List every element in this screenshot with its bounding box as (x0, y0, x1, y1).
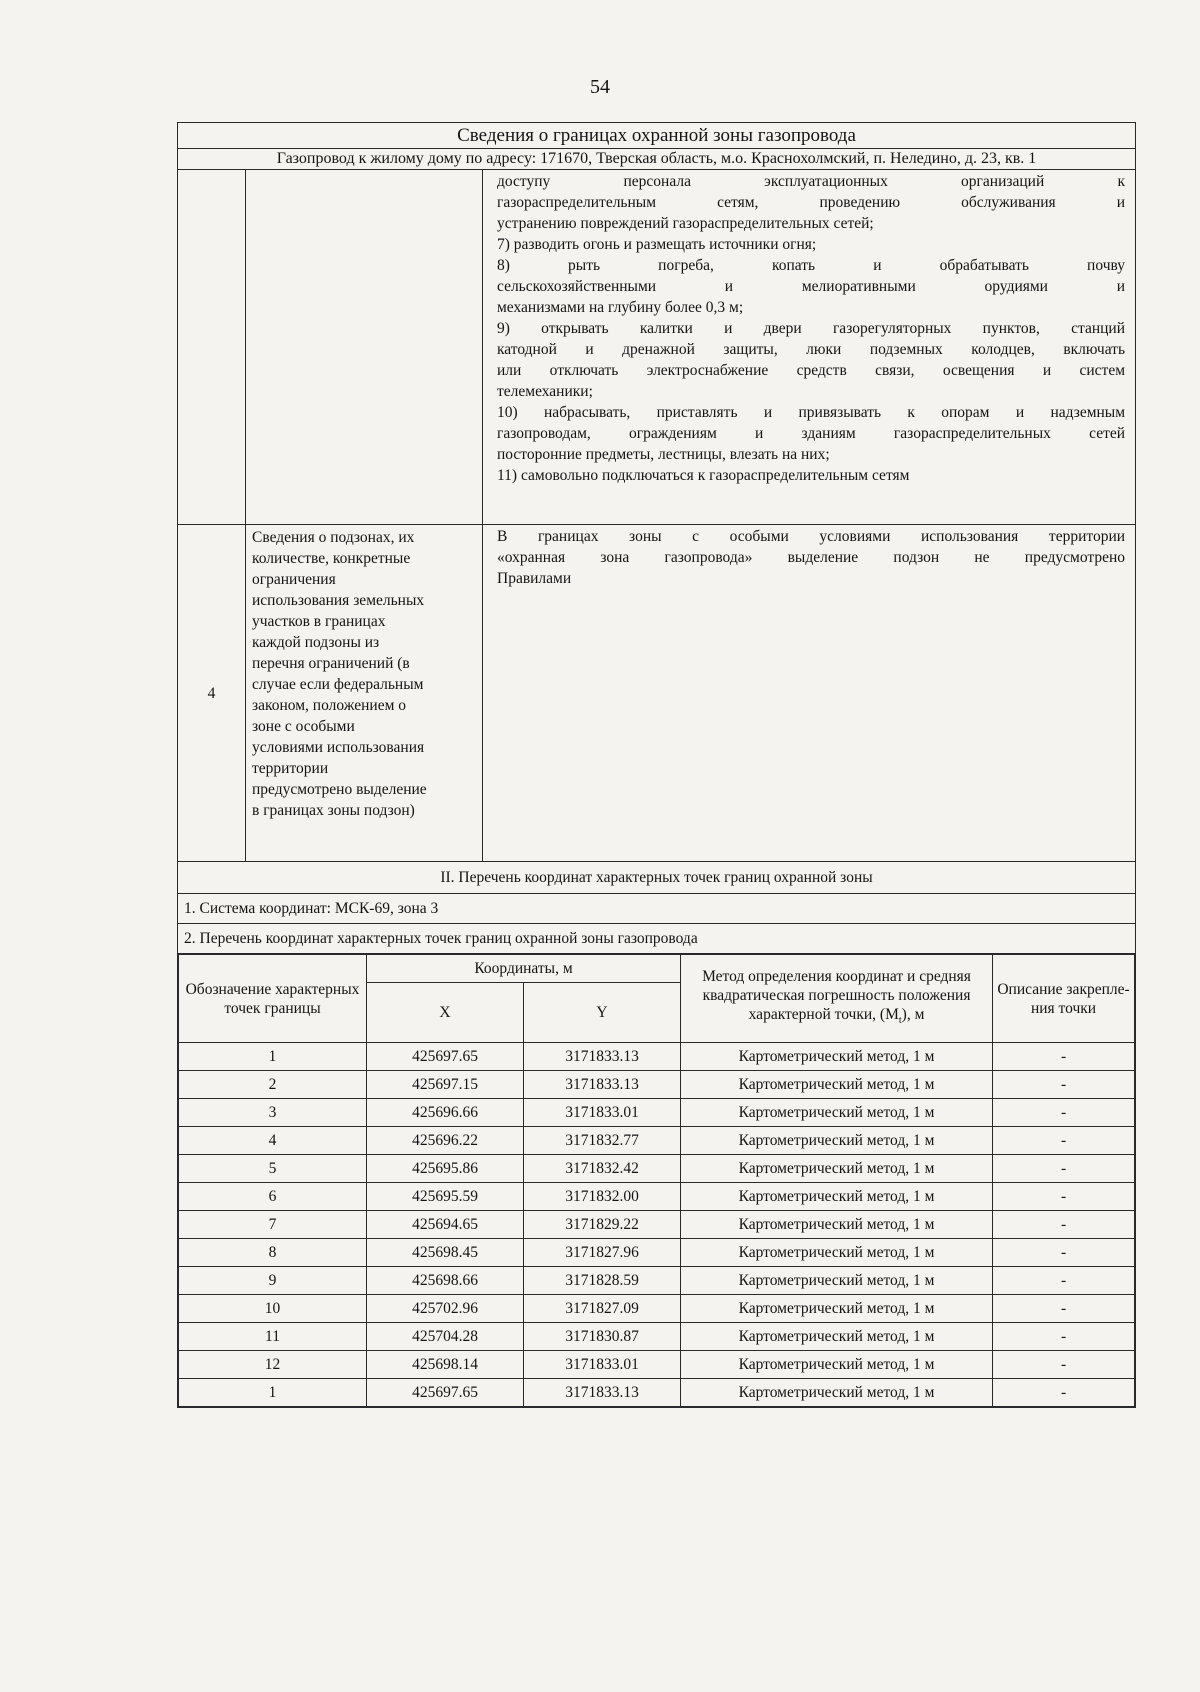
method-cell: Картометрический метод, 1 м (681, 1155, 993, 1183)
coordinate-system: 1. Система координат: МСК-69, зона 3 (178, 894, 1136, 924)
method-cell: Картометрический метод, 1 м (681, 1183, 993, 1211)
point-cell: 1 (179, 1043, 367, 1071)
fixation-cell: - (993, 1043, 1135, 1071)
x-cell: 425696.66 (367, 1099, 524, 1127)
point-cell: 4 (179, 1127, 367, 1155)
coordinates-header: Координаты, м (367, 955, 681, 983)
x-cell: 425698.45 (367, 1239, 524, 1267)
table-row (179, 1127, 1135, 1155)
fixation-cell: - (993, 1071, 1135, 1099)
table-row (179, 1351, 1135, 1379)
coordinates-wrapper (178, 954, 1136, 1408)
table-row (179, 1183, 1135, 1211)
method-cell: Картометрический метод, 1 м (681, 1127, 993, 1155)
y-cell: 3171827.09 (524, 1295, 681, 1323)
point-header: Обозначение характерных точек границы (179, 955, 367, 1043)
restrictions-continuation: доступу персонала эксплуатационных организаций к газораспределительным сетям, проведению обслуживания и устранению повреждений газораспределительных сетей; 7) разводить огонь и размещать источники огня; 8) рыть погреба, копать и обрабатывать почву сельскохозяйственными и мелиоративными орудиями и механизмами на глубину более 0,3 м; 9) открывать калитки и двери газорегуляторных пунктов, станций катодной и дренажной защиты, люки подземных колодцев, включать или отключать электроснабжение средств связи, освещения и систем телемеханики; 10) набрасывать, приставлять и привязывать к опорам и надземным газопроводам, ограждениям и зданиям газораспределительных сетей посторонние предметы, лестницы, влезать на них; 11) самовольно подключаться к газораспределительным сетям (483, 170, 1136, 525)
y-cell: 3171830.87 (524, 1323, 681, 1351)
table-row (179, 1211, 1135, 1239)
fixation-cell: - (993, 1295, 1135, 1323)
table-row (179, 1099, 1135, 1127)
table-row (179, 1071, 1135, 1099)
fixation-cell: - (993, 1379, 1135, 1407)
point-cell: 6 (179, 1183, 367, 1211)
table-row (179, 1239, 1135, 1267)
continued-row-number-cell (178, 170, 246, 525)
section-heading: II. Перечень координат характерных точек границ охранной зоны (178, 862, 1136, 894)
y-cell: 3171832.77 (524, 1127, 681, 1155)
method-cell: Картометрический метод, 1 м (681, 1099, 993, 1127)
y-cell: 3171827.96 (524, 1239, 681, 1267)
document-title: Сведения о границах охранной зоны газопровода (178, 123, 1136, 149)
method-cell: Картометрический метод, 1 м (681, 1071, 993, 1099)
method-header: Метод определения координат и средняя квадратическая погрешность положения характерной точки, $(M_t)$, м (681, 955, 993, 1043)
x-cell: 425694.65 (367, 1211, 524, 1239)
point-cell: 3 (179, 1099, 367, 1127)
zone-info-table (177, 122, 1136, 1408)
method-cell: Картометрический метод, 1 м (681, 1323, 993, 1351)
fixation-cell: - (993, 1211, 1135, 1239)
coordinates-table (178, 954, 1135, 1407)
point-cell: 11 (179, 1323, 367, 1351)
x-cell: 425695.59 (367, 1183, 524, 1211)
method-cell: Картометрический метод, 1 м (681, 1239, 993, 1267)
y-header: Y (524, 983, 681, 1043)
y-cell: 3171832.42 (524, 1155, 681, 1183)
fixation-cell: - (993, 1323, 1135, 1351)
method-cell: Картометрический метод, 1 м (681, 1267, 993, 1295)
table-row (179, 1323, 1135, 1351)
fixation-cell: - (993, 1127, 1135, 1155)
x-cell: 425697.65 (367, 1379, 524, 1407)
y-cell: 3171833.01 (524, 1351, 681, 1379)
object-address: Газопровод к жилому дому по адресу: 171670, Тверская область, м.о. Краснохолмский, п. Неледино, д. 23, кв. 1 (178, 149, 1136, 170)
point-cell: 12 (179, 1351, 367, 1379)
x-cell: 425695.86 (367, 1155, 524, 1183)
x-cell: 425698.66 (367, 1267, 524, 1295)
method-cell: Картометрический метод, 1 м (681, 1211, 993, 1239)
method-cell: Картометрический метод, 1 м (681, 1043, 993, 1071)
continued-row-label-cell (246, 170, 483, 525)
fixation-cell: - (993, 1267, 1135, 1295)
point-cell: 9 (179, 1267, 367, 1295)
y-cell: 3171833.13 (524, 1043, 681, 1071)
x-cell: 425698.14 (367, 1351, 524, 1379)
subzones-value: В границах зоны с особыми условиями использования территории «охранная зона газопровода» выделение подзон не предусмотрено Правилами (483, 525, 1136, 862)
fixation-cell: - (993, 1239, 1135, 1267)
fixation-cell: - (993, 1155, 1135, 1183)
y-cell: 3171833.01 (524, 1099, 681, 1127)
page-number: 54 (590, 76, 610, 98)
table-row (179, 1155, 1135, 1183)
x-cell: 425696.22 (367, 1127, 524, 1155)
point-cell: 2 (179, 1071, 367, 1099)
x-cell: 425704.28 (367, 1323, 524, 1351)
x-header: X (367, 983, 524, 1043)
table-row (179, 1043, 1135, 1071)
x-cell: 425697.65 (367, 1043, 524, 1071)
y-cell: 3171833.13 (524, 1379, 681, 1407)
table-row (179, 1267, 1135, 1295)
y-cell: 3171833.13 (524, 1071, 681, 1099)
point-cell: 8 (179, 1239, 367, 1267)
row-number: 4 (178, 525, 246, 862)
subzones-label: Сведения о подзонах, их количестве, конкретные ограничения использования земельных участков в границах каждой подзоны из перечня ограничений (в случае если федеральным законом, положением о зоне с особыми условиями использования территории предусмотрено выделение в границах зоны подзон) (246, 525, 483, 862)
y-cell: 3171829.22 (524, 1211, 681, 1239)
point-cell: 10 (179, 1295, 367, 1323)
coordinates-list-title: 2. Перечень координат характерных точек границ охранной зоны газопровода (178, 924, 1136, 954)
x-cell: 425697.15 (367, 1071, 524, 1099)
x-cell: 425702.96 (367, 1295, 524, 1323)
point-cell: 1 (179, 1379, 367, 1407)
table-row (179, 1295, 1135, 1323)
fixation-header: Описание закрепле-ния точки (993, 955, 1135, 1043)
method-cell: Картометрический метод, 1 м (681, 1351, 993, 1379)
point-cell: 5 (179, 1155, 367, 1183)
point-cell: 7 (179, 1211, 367, 1239)
fixation-cell: - (993, 1099, 1135, 1127)
method-cell: Картометрический метод, 1 м (681, 1379, 993, 1407)
fixation-cell: - (993, 1351, 1135, 1379)
table-row (179, 1379, 1135, 1407)
coordinates-body (179, 1043, 1135, 1407)
fixation-cell: - (993, 1183, 1135, 1211)
y-cell: 3171828.59 (524, 1267, 681, 1295)
method-cell: Картометрический метод, 1 м (681, 1295, 993, 1323)
y-cell: 3171832.00 (524, 1183, 681, 1211)
